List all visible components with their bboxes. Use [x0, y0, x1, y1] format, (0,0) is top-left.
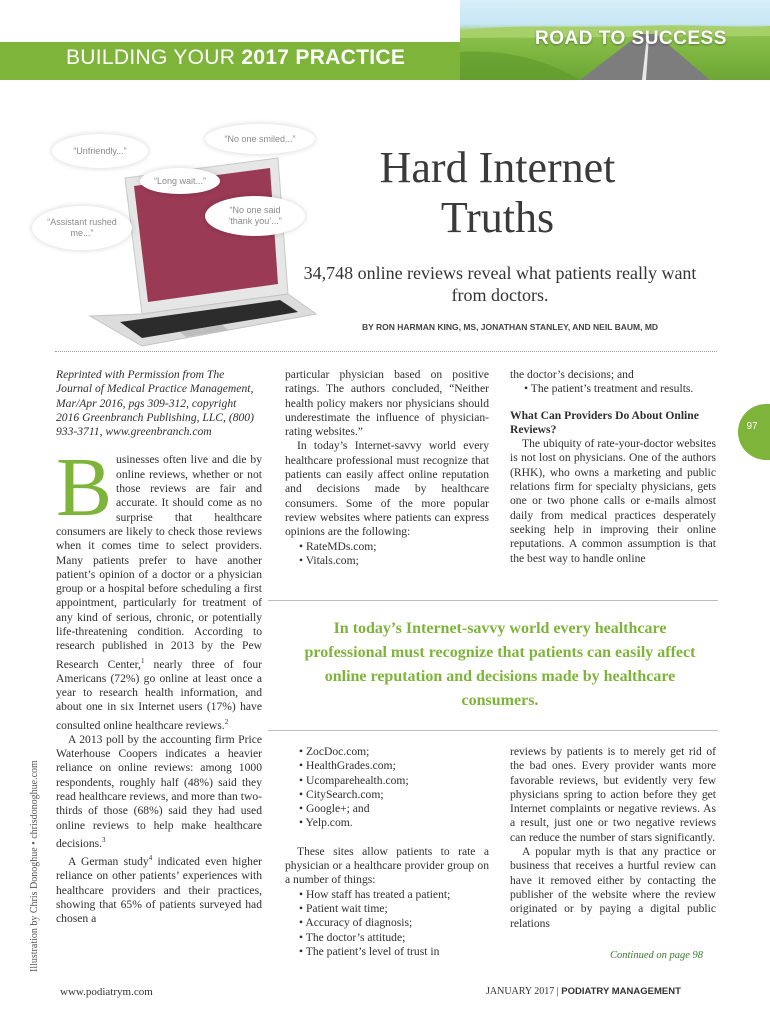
intro-text: usinesses often live and die by online reviews, whether or not those reviews are fair and accurate. It should come as no surprise that healthcare consumers are likely to check those reviews when it comes time to select providers. Many patients prefer to have another patient’s opinion of a doctor or a physician group or a hospital before scheduling a first appointment, particularly for treatment of any kind of serious, chronic, or potentially life-threatening condition. According to research published in 2013 by the Pew Research Center,	[56, 453, 262, 671]
article-byline: BY RON HARMAN KING, MS, JONATHAN STANLEY, AND NEIL BAUM, MD	[361, 322, 659, 332]
list-item: • Google+; and	[285, 802, 489, 816]
column-2-top	[285, 368, 489, 568]
list-item: • The patient’s level of trust in	[285, 945, 489, 959]
paragraph-ubiquity: The ubiquity of rate-your-doctor websites is not lost on physicians. One of the authors (RHK), who owns a marketing and public relations firm for specialty physicians, gets one or two phone calls or e-mails almost daily from medical practices desperately seeking help in improving their online reputations. A common assumption is that the best way to handle online	[510, 437, 716, 565]
paragraph-reviews: reviews by patients is to merely get rid of the bad ones. Every provider wants more favorable reviews, but evidently very few physicians spring to action before they get Internet complaints or negative reviews. As a result, just one or two negative reviews can reduce the number of stars significantly.	[510, 745, 716, 844]
footer-website[interactable]: www.podiatrym.com	[60, 986, 153, 998]
section-title-bold: 2017 PRACTICE	[241, 46, 406, 69]
column-3-top	[510, 368, 716, 566]
pullquote-rule-bottom	[268, 730, 718, 731]
speech-bubble-no-one-smiled: “No one smiled...”	[205, 124, 315, 154]
paragraph-decisions: the doctor’s decisions; and	[510, 368, 634, 381]
list-item: • The doctor’s attitude;	[285, 931, 489, 945]
list-item: • The patient’s treatment and results.	[510, 382, 716, 396]
paragraph-internet-savvy: In today’s Internet-savvy world every healthcare professional must recognize that patients can easily affect online reputation and decisions made by healthcare consumers. Some of the more popular review websites where patients can express opinions are the following:	[285, 439, 489, 539]
list-item: • HealthGrades.com;	[285, 759, 489, 773]
intro-paragraph	[56, 441, 262, 732]
pullquote: In today’s Internet-savvy world every healthcare professional must recognize that patients can easily affect online reputation and decisions made by healthcare consumers.	[304, 620, 696, 709]
paragraph-rate-sites: These sites allow patients to rate a physician or a healthcare provider group on a number of things:	[285, 844, 489, 887]
road-to-success-label: ROAD TO SUCCESS	[535, 28, 727, 49]
list-item: • Ucomparehealth.com;	[285, 774, 489, 788]
list-item: • Accuracy of diagnosis;	[285, 916, 489, 930]
page-number: 97	[746, 421, 758, 432]
list-item: • How staff has treated a patient;	[285, 888, 489, 902]
column-3-bottom	[510, 745, 716, 931]
list-item: • Vitals.com;	[285, 554, 489, 568]
speech-bubble-unfriendly: “Unfriendly...”	[52, 134, 148, 168]
list-item: • Patient wait time;	[285, 902, 489, 916]
footnote-ref-4: 4	[148, 854, 153, 863]
continued-link[interactable]: Continued on page 98	[610, 950, 704, 961]
article-title: Hard Internet Truths	[379, 143, 616, 242]
footnote-ref-2: 2	[224, 717, 229, 726]
illustration-credit: Illustration by Chris Donoghue • chrisdonoghue.com	[29, 760, 40, 972]
list-item: • ZocDoc.com;	[285, 745, 489, 759]
footer-issue	[486, 986, 681, 997]
reprint-notice: Reprinted with Permission from The Journal of Medical Practice Management, Mar/Apr 2016, pgs 309-312, copyright 2016 Greenbranch Publishing, LLC, (800) 933-3711, www.greenbranch.com	[56, 368, 254, 439]
footnote-ref-3: 3	[102, 835, 106, 844]
section-title-prefix: BUILDING YOUR	[66, 46, 242, 69]
intro-text-end: nearly three of four Americans (72%) go online at least once a year to research health information, and about one in six Internet users (17%) have consulted online healthcare reviews.	[56, 657, 262, 732]
speech-bubble-assistant-rushed: “Assistant rushed me...”	[32, 206, 132, 250]
section-subhead: What Can Providers Do About Online Reviews?	[510, 408, 699, 436]
list-item: • CitySearch.com;	[285, 788, 489, 802]
pullquote-rule-top	[268, 600, 718, 601]
paragraph-german-study	[56, 851, 262, 926]
german-study-text-a: A German study	[68, 854, 149, 868]
column-1	[56, 368, 262, 926]
speech-bubble-long-wait: “Long wait...”	[140, 168, 220, 194]
german-study-text-b: indicated even higher reliance on other patients’ experiences with healthcare providers and their practices, showing that 65% of patients surveyed had chosen a	[56, 854, 262, 926]
list-item: • Yelp.com.	[285, 816, 489, 830]
paragraph-myth: A popular myth is that any practice or business that receives a hurtful review can have it removed either by contacting the publisher of the website where the review originated or by paying a digital public relations	[510, 845, 716, 930]
footer-issue-date: JANUARY 2017 |	[486, 986, 562, 997]
paragraph-authors-concluded: particular physician based on positive ratings. The authors concluded, “Neither health policy makers nor physicians should underestimate the influence of physician-rating websites.”	[285, 368, 489, 439]
drop-cap: B	[56, 441, 113, 535]
column-2-bottom	[285, 745, 489, 959]
footer-magazine: PODIATRY MANAGEMENT	[561, 986, 681, 997]
speech-bubble-no-thank-you: “No one said ‘thank you’...”	[205, 196, 305, 236]
footnote-ref-1: 1	[140, 656, 145, 665]
list-item: • RateMDs.com;	[285, 540, 489, 554]
paragraph-pwc	[56, 733, 262, 851]
page-number-tab	[738, 404, 770, 460]
article-subtitle: 34,748 online reviews reveal what patients really want from doctors.	[303, 263, 697, 305]
pwc-text: A 2013 poll by the accounting firm Price Waterhouse Coopers indicates a heavier reliance on online reviews: among 1000 respondents, roughly half (48%) said they read healthcare reviews, and more than two-thirds of those (68%) said they had used online reviews to help make healthcare decisions.	[56, 732, 262, 850]
section-title	[66, 46, 405, 70]
dotted-divider	[55, 351, 717, 352]
